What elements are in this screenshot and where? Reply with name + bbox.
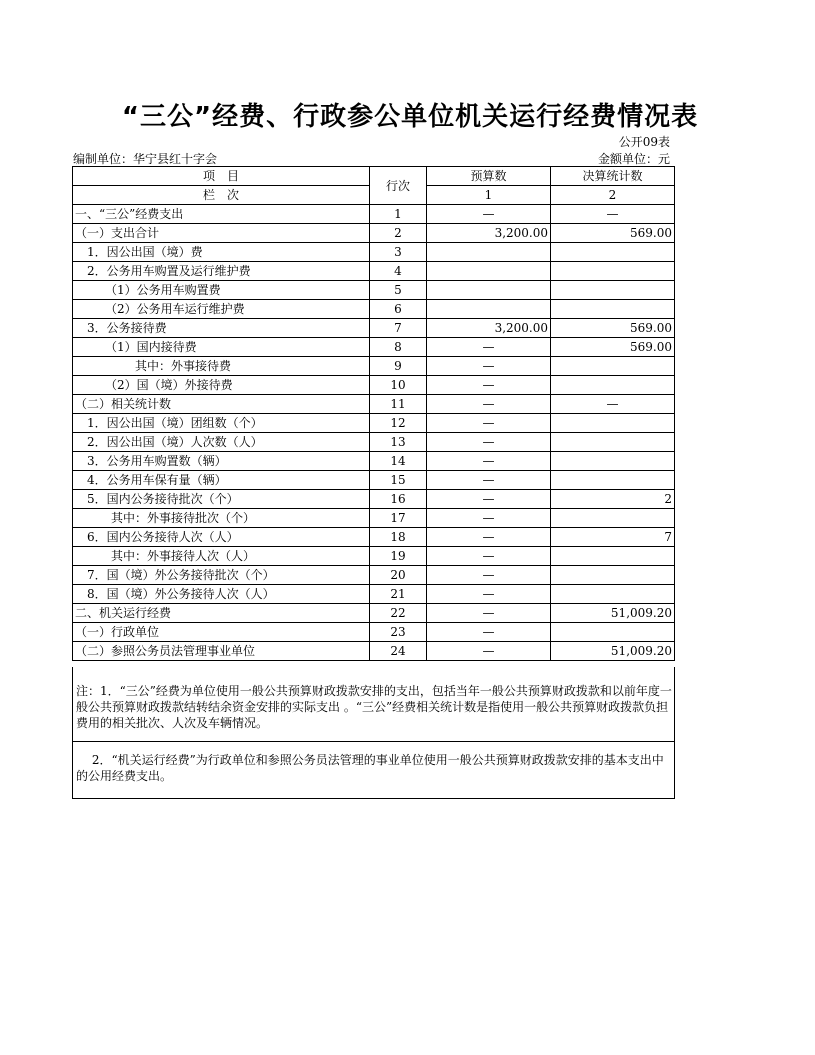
table-row bbox=[73, 281, 675, 300]
table-row bbox=[73, 471, 675, 490]
row-number: 7 bbox=[370, 319, 427, 338]
table-row bbox=[73, 509, 675, 528]
table-row bbox=[73, 414, 675, 433]
row-item-label: （一）支出合计 bbox=[73, 224, 370, 243]
row-budget-value: — bbox=[427, 642, 551, 661]
row-actual-value: 569.00 bbox=[551, 319, 675, 338]
row-actual-value: 569.00 bbox=[551, 224, 675, 243]
row-budget-value: — bbox=[427, 376, 551, 395]
row-item-label: （一）行政单位 bbox=[73, 623, 370, 642]
header-col1: 预算数 bbox=[427, 167, 551, 186]
row-actual-value: 2 bbox=[551, 490, 675, 509]
table-row bbox=[73, 604, 675, 623]
row-budget-value: — bbox=[427, 566, 551, 585]
table-row bbox=[73, 376, 675, 395]
row-number: 24 bbox=[370, 642, 427, 661]
row-item-label: （1）国内接待费 bbox=[73, 338, 370, 357]
table-row bbox=[73, 262, 675, 281]
row-item-label: 2．公务用车购置及运行维护费 bbox=[73, 262, 370, 281]
row-item-label: 8．国（境）外公务接待人次（人） bbox=[73, 585, 370, 604]
row-budget-value: — bbox=[427, 338, 551, 357]
header-item: 项 目 bbox=[73, 167, 370, 186]
table-header-row bbox=[73, 167, 675, 186]
row-item-label: 6．国内公务接待人次（人） bbox=[73, 528, 370, 547]
row-item-label: 一、“三公”经费支出 bbox=[73, 205, 370, 224]
row-actual-value: — bbox=[551, 205, 675, 224]
table-row bbox=[73, 338, 675, 357]
header-row-no: 行次 bbox=[370, 167, 427, 205]
table-row bbox=[73, 642, 675, 661]
row-number: 19 bbox=[370, 547, 427, 566]
row-actual-value: — bbox=[551, 395, 675, 414]
header-col2-no: 2 bbox=[551, 186, 675, 205]
table-row bbox=[73, 224, 675, 243]
row-number: 8 bbox=[370, 338, 427, 357]
row-budget-value: — bbox=[427, 357, 551, 376]
row-number: 14 bbox=[370, 452, 427, 471]
row-budget-value: — bbox=[427, 471, 551, 490]
form-code: 公开09表 bbox=[618, 135, 670, 149]
row-budget-value bbox=[427, 281, 551, 300]
row-budget-value: — bbox=[427, 528, 551, 547]
row-item-label: 其中：外事接待人次（人） bbox=[73, 547, 370, 566]
table-row bbox=[73, 490, 675, 509]
table-row bbox=[73, 547, 675, 566]
table-row bbox=[73, 319, 675, 338]
row-number: 9 bbox=[370, 357, 427, 376]
note-2: 2．“机关运行经费”为行政单位和参照公务员法管理的事业单位使用一般公共预算财政拨款安排的基本支出中的公用经费支出。 bbox=[76, 753, 664, 783]
row-item-label: 3．公务用车购置数（辆） bbox=[73, 452, 370, 471]
row-item-label: 其中：外事接待批次（个） bbox=[73, 509, 370, 528]
report-title: “三公”经费、行政参公单位机关运行经费情况表 bbox=[121, 102, 699, 132]
row-number: 22 bbox=[370, 604, 427, 623]
row-budget-value: — bbox=[427, 395, 551, 414]
currency-unit: 金额单位：元 bbox=[597, 152, 670, 166]
row-item-label: 1．因公出国（境）团组数（个） bbox=[73, 414, 370, 433]
row-actual-value: 51,009.20 bbox=[551, 604, 675, 623]
row-item-label: 7．国（境）外公务接待批次（个） bbox=[73, 566, 370, 585]
row-number: 20 bbox=[370, 566, 427, 585]
row-number: 16 bbox=[370, 490, 427, 509]
row-budget-value bbox=[427, 243, 551, 262]
table-row bbox=[73, 433, 675, 452]
row-budget-value: — bbox=[427, 604, 551, 623]
table-row bbox=[73, 300, 675, 319]
row-actual-value bbox=[551, 357, 675, 376]
row-actual-value bbox=[551, 243, 675, 262]
row-item-label: 3．公务接待费 bbox=[73, 319, 370, 338]
reporting-unit: 编制单位：华宁县红十字会 bbox=[73, 152, 218, 166]
row-actual-value bbox=[551, 509, 675, 528]
row-number: 6 bbox=[370, 300, 427, 319]
row-number: 21 bbox=[370, 585, 427, 604]
row-item-label: 二、机关运行经费 bbox=[73, 604, 370, 623]
row-actual-value bbox=[551, 281, 675, 300]
header-col1-no: 1 bbox=[427, 186, 551, 205]
expense-table-body bbox=[73, 167, 675, 661]
row-number: 5 bbox=[370, 281, 427, 300]
row-budget-value bbox=[427, 262, 551, 281]
row-actual-value bbox=[551, 471, 675, 490]
table-row bbox=[73, 395, 675, 414]
row-number: 4 bbox=[370, 262, 427, 281]
row-number: 12 bbox=[370, 414, 427, 433]
row-item-label: （2）公务用车运行维护费 bbox=[73, 300, 370, 319]
row-item-label: （1）公务用车购置费 bbox=[73, 281, 370, 300]
row-budget-value: — bbox=[427, 585, 551, 604]
row-number: 18 bbox=[370, 528, 427, 547]
row-item-label: 1．因公出国（境）费 bbox=[73, 243, 370, 262]
row-budget-value bbox=[427, 300, 551, 319]
row-actual-value bbox=[551, 300, 675, 319]
row-item-label: （二）相关统计数 bbox=[73, 395, 370, 414]
row-actual-value bbox=[551, 262, 675, 281]
row-number: 3 bbox=[370, 243, 427, 262]
header-col2: 决算统计数 bbox=[551, 167, 675, 186]
row-item-label: 5．国内公务接待批次（个） bbox=[73, 490, 370, 509]
table-row bbox=[73, 566, 675, 585]
row-item-label: 2．因公出国（境）人次数（人） bbox=[73, 433, 370, 452]
row-budget-value: — bbox=[427, 547, 551, 566]
row-item-label: （2）国（境）外接待费 bbox=[73, 376, 370, 395]
row-number: 15 bbox=[370, 471, 427, 490]
row-item-label: 其中：外事接待费 bbox=[73, 357, 370, 376]
row-actual-value bbox=[551, 585, 675, 604]
row-budget-value: — bbox=[427, 490, 551, 509]
note-1: 注：1．“三公”经费为单位使用一般公共预算财政拨款安排的支出，包括当年一般公共预算财政拨款和以前年度一般公共预算财政拨款结转结余资金安排的实际支出 。“三公”经费相关统计数是指使用一般公共预算财政拨款负担费用的相关批次、人次及车辆情况。 bbox=[73, 667, 674, 742]
row-actual-value bbox=[551, 623, 675, 642]
table-row bbox=[73, 205, 675, 224]
row-actual-value bbox=[551, 547, 675, 566]
row-actual-value bbox=[551, 452, 675, 471]
row-number: 2 bbox=[370, 224, 427, 243]
row-actual-value: 7 bbox=[551, 528, 675, 547]
row-actual-value bbox=[551, 433, 675, 452]
row-item-label: 4．公务用车保有量（辆） bbox=[73, 471, 370, 490]
row-number: 10 bbox=[370, 376, 427, 395]
row-actual-value bbox=[551, 566, 675, 585]
row-actual-value: 569.00 bbox=[551, 338, 675, 357]
row-budget-value: 3,200.00 bbox=[427, 224, 551, 243]
row-budget-value: 3,200.00 bbox=[427, 319, 551, 338]
row-budget-value: — bbox=[427, 509, 551, 528]
table-row bbox=[73, 243, 675, 262]
row-actual-value bbox=[551, 376, 675, 395]
expense-table bbox=[72, 166, 675, 661]
row-number: 17 bbox=[370, 509, 427, 528]
table-row bbox=[73, 585, 675, 604]
row-budget-value: — bbox=[427, 205, 551, 224]
header-column-label: 栏 次 bbox=[73, 186, 370, 205]
row-budget-value: — bbox=[427, 433, 551, 452]
row-budget-value: — bbox=[427, 452, 551, 471]
notes-box bbox=[72, 667, 675, 799]
row-item-label: （二）参照公务员法管理事业单位 bbox=[73, 642, 370, 661]
row-budget-value: — bbox=[427, 414, 551, 433]
row-number: 23 bbox=[370, 623, 427, 642]
row-number: 1 bbox=[370, 205, 427, 224]
row-number: 13 bbox=[370, 433, 427, 452]
table-row bbox=[73, 452, 675, 471]
table-row bbox=[73, 528, 675, 547]
row-actual-value: 51,009.20 bbox=[551, 642, 675, 661]
table-row bbox=[73, 357, 675, 376]
row-budget-value: — bbox=[427, 623, 551, 642]
row-actual-value bbox=[551, 414, 675, 433]
row-number: 11 bbox=[370, 395, 427, 414]
table-row bbox=[73, 623, 675, 642]
